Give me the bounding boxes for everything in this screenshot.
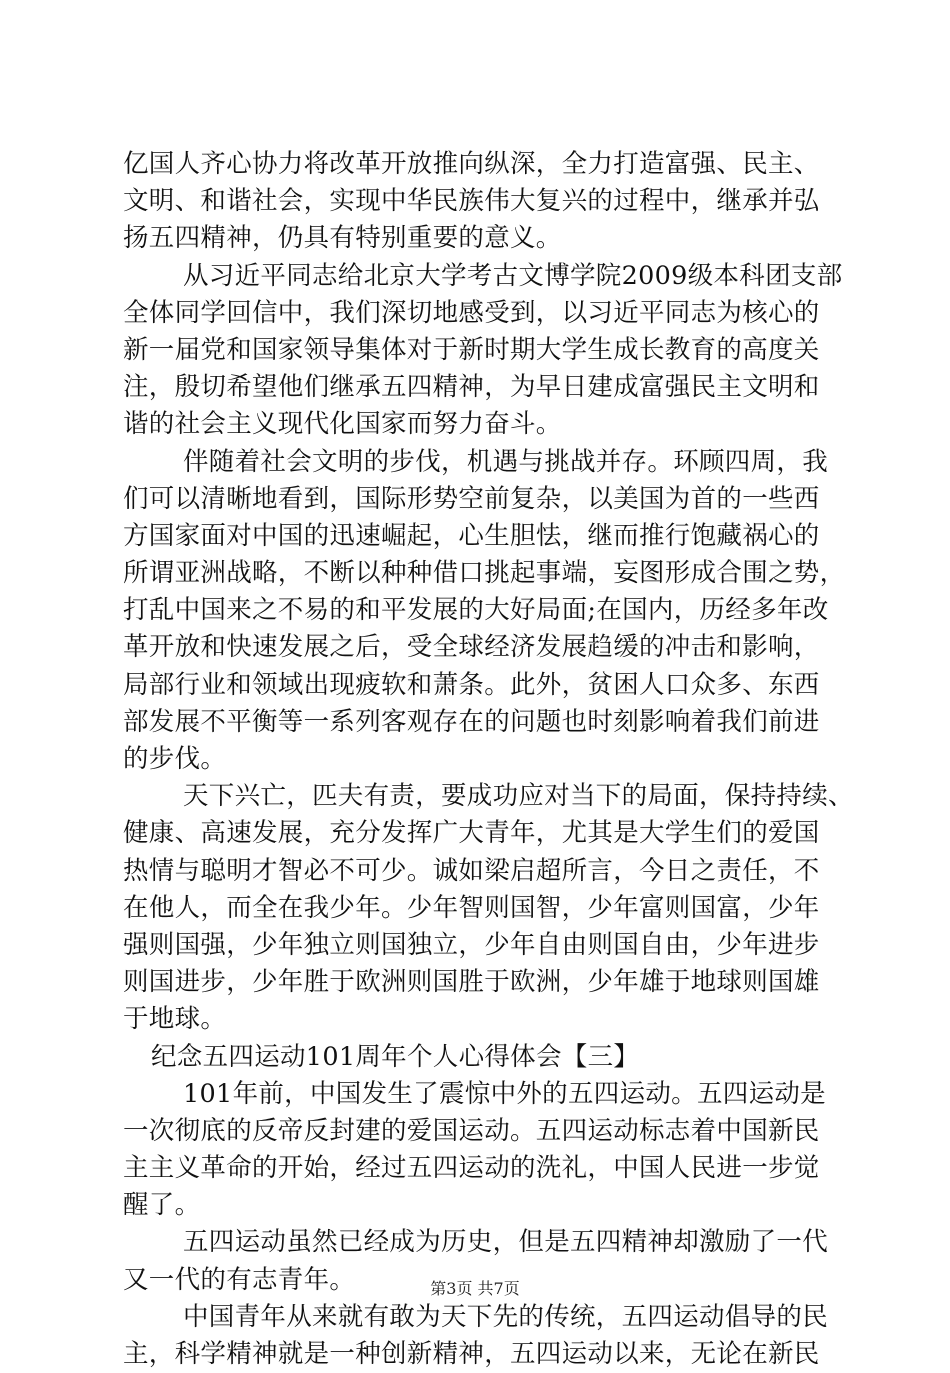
section-heading: 纪念五四运动101周年个人心得体会【三】 xyxy=(151,1041,640,1072)
text-line: 亿国人齐心协力将改革开放推向纵深，全力打造富强、民主、 xyxy=(123,149,820,179)
text-line: 革开放和快速发展之后，受全球经济发展趋缓的冲击和影响， xyxy=(123,632,820,663)
text-line: 101年前，中国发生了震惊中外的五四运动。五四运动是 xyxy=(183,1078,826,1109)
text-line: 从习近平同志给北京大学考古文博学院2009级本科团支部 xyxy=(183,260,843,291)
text-line: 文明、和谐社会，实现中华民族伟大复兴的过程中，继承并弘 xyxy=(123,186,820,217)
text-line: 又一代的有志青年。 xyxy=(123,1264,356,1295)
text-line: 所谓亚洲战略，不断以种种借口挑起事端，妄图形成合围之势， xyxy=(123,558,846,589)
text-line: 五四运动虽然已经成为历史，但是五四精神却激励了一代 xyxy=(183,1227,829,1258)
text-line: 方国家面对中国的迅速崛起，心生胆怯，继而推行饱藏祸心的 xyxy=(123,520,820,551)
text-line: 新一届党和国家领导集体对于新时期大学生成长教育的高度关 xyxy=(123,334,820,365)
document-body xyxy=(123,146,854,1373)
text-line: 强则国强，少年独立则国独立，少年自由则国自由，少年进步 xyxy=(123,929,820,960)
text-line: 伴随着社会文明的步伐，机遇与挑战并存。环顾四周，我 xyxy=(183,446,829,477)
text-line: 热情与聪明才智必不可少。诚如梁启超所言，今日之责任，不 xyxy=(123,855,820,886)
text-line: 一次彻底的反帝反封建的爱国运动。五四运动标志着中国新民 xyxy=(123,1115,820,1146)
text-line: 醒了。 xyxy=(123,1190,201,1221)
text-line: 的步伐。 xyxy=(123,744,227,774)
text-line: 中国青年从来就有敢为天下先的传统，五四运动倡导的民 xyxy=(183,1301,829,1332)
text-line: 在他人，而全在我少年。少年智则国智，少年富则国富，少年 xyxy=(123,892,820,923)
text-line: 天下兴亡，匹夫有责，要成功应对当下的局面，保持持续、 xyxy=(183,781,854,812)
text-line: 则国进步，少年胜于欧洲则国胜于欧洲，少年雄于地球则国雄 xyxy=(123,967,820,998)
page-number-footer: 第3页 共7页 xyxy=(430,1279,520,1298)
text-line: 扬五四精神，仍具有特别重要的意义。 xyxy=(123,223,562,254)
text-line: 注，殷切希望他们继承五四精神，为早日建成富强民主文明和 xyxy=(123,372,820,403)
text-line: 打乱中国来之不易的和平发展的大好局面;在国内，历经多年改 xyxy=(123,595,829,626)
text-line: 谐的社会主义现代化国家而努力奋斗。 xyxy=(123,409,562,440)
text-line: 局部行业和领域出现疲软和萧条。此外，贫困人口众多、东西 xyxy=(123,669,820,700)
text-line: 们可以清晰地看到，国际形势空前复杂，以美国为首的一些西 xyxy=(123,483,820,514)
text-line: 于地球。 xyxy=(123,1004,227,1035)
text-line: 部发展不平衡等一系列客观存在的问题也时刻影响着我们前进 xyxy=(123,706,820,737)
text-line: 全体同学回信中，我们深切地感受到，以习近平同志为核心的 xyxy=(123,297,820,328)
text-line: 主，科学精神就是一种创新精神，五四运动以来，无论在新民 xyxy=(123,1339,820,1369)
text-line: 健康、高速发展，充分发挥广大青年，尤其是大学生们的爱国 xyxy=(123,818,820,849)
text-line: 主主义革命的开始，经过五四运动的洗礼，中国人民进一步觉 xyxy=(123,1153,820,1184)
